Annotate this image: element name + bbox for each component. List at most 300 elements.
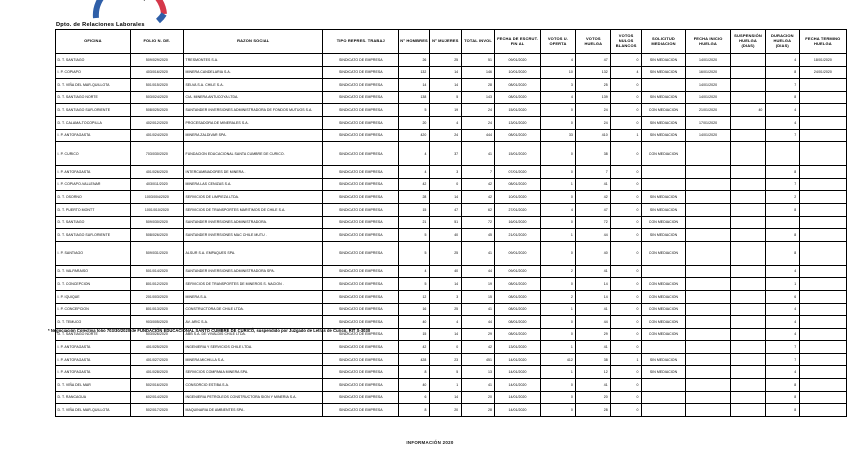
cell-suspension_huelga <box>731 290 766 303</box>
cell-fecha_inicio_huelga <box>686 229 731 242</box>
cell-fecha_escrutinio: 27/01/2020 <box>495 203 540 216</box>
cell-fecha_termino <box>799 191 846 204</box>
cell-n_hombres: 5 <box>399 241 430 265</box>
cell-fecha_inicio_huelga <box>686 341 731 354</box>
cell-fecha_escrutinio: 08/01/2020 <box>495 129 540 142</box>
cell-suspension_huelga <box>731 91 766 104</box>
cell-oficina: D. T. SANTIAGO NORTE <box>56 328 131 341</box>
cell-n_hombres: 16 <box>399 303 430 316</box>
column-header-folio[interactable]: FOLIO N. DE. <box>130 30 183 54</box>
cell-tipo_repres: SINDICATO DE EMPRESA <box>323 66 399 79</box>
cell-duracion_huelga: 8 <box>765 379 799 392</box>
cell-votos_nulos: 0 <box>611 241 642 265</box>
cell-n_hombres: 420 <box>399 129 430 142</box>
cell-n_hombres: 28 <box>399 191 430 204</box>
cell-duracion_huelga: 8 <box>765 203 799 216</box>
cell-fecha_inicio_huelga: 17/01/2020 <box>686 116 731 129</box>
cell-tipo_repres: SINDICATO DE EMPRESA <box>323 265 399 278</box>
cell-suspension_huelga <box>731 391 766 404</box>
cell-votos_huelga: 24 <box>576 116 611 129</box>
table-row[interactable] <box>56 290 847 303</box>
cell-total_invol: 44 <box>461 316 495 329</box>
cell-folio: 403/011/2020 <box>130 178 183 191</box>
cell-folio: 508/026/2020 <box>130 229 183 242</box>
cell-razon_social: SELVA S.A. CHILE S.A. <box>184 79 323 92</box>
cell-oficina: D. T. TEMUCO <box>56 316 131 329</box>
column-header-fecha_inicio_huelga[interactable]: FECHA INICIO HUELGA <box>686 30 731 54</box>
cell-razon_social: MINERA ZALDIVAR SPA. <box>184 129 323 142</box>
cell-votos_nulos: 0 <box>611 116 642 129</box>
cell-total_invol: 28 <box>461 404 495 417</box>
column-header-votos_ult_oferta[interactable]: VOTOS U. OFERTA <box>540 30 576 54</box>
table-row[interactable] <box>56 404 847 417</box>
cell-tipo_repres: SINDICATO DE EMPRESA <box>323 104 399 117</box>
cell-votos_ult_oferta: 0 <box>540 142 576 166</box>
cell-n_hombres: 8 <box>399 366 430 379</box>
cell-votos_ult_oferta: 0 <box>540 241 576 265</box>
cell-solicitud_mediacion: CON MEDIACION <box>641 316 685 329</box>
cell-suspension_huelga <box>731 142 766 166</box>
cell-n_hombres: 14 <box>399 79 430 92</box>
column-header-razon_social[interactable]: RAZON SOCIAL <box>184 30 323 54</box>
cell-votos_nulos: 0 <box>611 404 642 417</box>
column-header-votos_huelga[interactable]: VOTOS HUELGA <box>576 30 611 54</box>
department-line: Dpto. de Relaciones Laborales <box>56 22 145 28</box>
table-row[interactable] <box>56 265 847 278</box>
cell-solicitud_mediacion: CON MEDIACION <box>641 303 685 316</box>
table-row[interactable] <box>56 178 847 191</box>
cell-razon_social: SERVICIOS DE LIMPIEZA LTDA. <box>184 191 323 204</box>
cell-tipo_repres: SINDICATO DE EMPRESA <box>323 79 399 92</box>
cell-votos_huelga: 410 <box>576 129 611 142</box>
cell-oficina: D. T. SANTIAGO SUR-ORIENTE <box>56 104 131 117</box>
cell-fecha_inicio_huelga <box>686 265 731 278</box>
cell-fecha_inicio_huelga <box>686 241 731 265</box>
cell-folio: 503/026/2020 <box>130 328 183 341</box>
table-row[interactable] <box>56 203 847 216</box>
cell-n_mujeres: 25 <box>429 241 461 265</box>
cell-duracion_huelga: 4 <box>765 303 799 316</box>
column-header-tipo_repres[interactable]: TIPO REPRES. TRABAJ <box>323 30 399 54</box>
cell-fecha_termino <box>799 366 846 379</box>
cell-oficina: D. T. SANTIAGO SUR-ORIENTE <box>56 229 131 242</box>
cell-votos_huelga: 24 <box>576 104 611 117</box>
table-row[interactable] <box>56 191 847 204</box>
cell-tipo_repres: SINDICATO DE EMPRESA <box>323 203 399 216</box>
cell-oficina: I. P. SANTIAGO <box>56 241 131 265</box>
cell-folio: 509/030/2020 <box>130 216 183 229</box>
cell-n_mujeres: 0 <box>429 341 461 354</box>
cell-razon_social: ABB S.A. DE VIVALDIS CHILE LTDA. <box>184 328 323 341</box>
cell-votos_huelga: 41 <box>576 178 611 191</box>
table-body <box>56 54 847 417</box>
cell-total_invol: 28 <box>461 79 495 92</box>
cell-solicitud_mediacion: CON MEDIACION <box>641 328 685 341</box>
cell-votos_huelga: 12 <box>576 366 611 379</box>
cell-n_mujeres: 14 <box>429 328 461 341</box>
cell-folio: 1003/004/2020 <box>130 191 183 204</box>
cell-n_mujeres: 25 <box>429 54 461 67</box>
cell-suspension_huelga <box>731 353 766 366</box>
cell-solicitud_mediacion: CON MEDIACION <box>641 241 685 265</box>
cell-fecha_escrutinio: 14/01/2020 <box>495 404 540 417</box>
cell-solicitud_mediacion: SIN MEDIACION <box>641 203 685 216</box>
cell-n_mujeres: 14 <box>429 278 461 291</box>
cell-tipo_repres: SINDICATO DE EMPRESA <box>323 91 399 104</box>
cell-fecha_termino <box>799 303 846 316</box>
table-row[interactable] <box>56 316 847 329</box>
cell-votos_huelga: 41 <box>576 341 611 354</box>
cell-duracion_huelga: 4 <box>765 316 799 329</box>
table-row[interactable] <box>56 366 847 379</box>
cell-fecha_termino <box>799 216 846 229</box>
cell-folio: 509/029/2020 <box>130 54 183 67</box>
cell-fecha_inicio_huelga <box>686 404 731 417</box>
cell-votos_ult_oferta: 0 <box>540 166 576 179</box>
cell-tipo_repres: SINDICATO DE EMPRESA <box>323 166 399 179</box>
table-row[interactable] <box>56 379 847 392</box>
cell-oficina: I. P. ANTOFAGASTA <box>56 341 131 354</box>
cell-tipo_repres: SINDICATO DE EMPRESA <box>323 116 399 129</box>
cell-fecha_escrutinio: 09/01/2020 <box>495 265 540 278</box>
cell-total_invol: 42 <box>461 191 495 204</box>
cell-duracion_huelga: 7 <box>765 353 799 366</box>
cell-razon_social: CIA. MINERA ANTUCOYA LTDA. <box>184 91 323 104</box>
cell-fecha_termino <box>799 116 846 129</box>
cell-n_hombres: 5 <box>399 104 430 117</box>
cell-fecha_inicio_huelga: 14/01/2020 <box>686 79 731 92</box>
cell-duracion_huelga: 8 <box>765 91 799 104</box>
column-header-n_hombres[interactable]: N° HOMBRES <box>399 30 430 54</box>
cell-n_mujeres: 19 <box>429 104 461 117</box>
cell-tipo_repres: SINDICATO DE EMPRESA <box>323 353 399 366</box>
cell-fecha_termino <box>799 79 846 92</box>
cell-solicitud_mediacion <box>641 379 685 392</box>
cell-razon_social: INGENIERIA PETROLEOS CONSTRUCTORA SION Y MINERIA S.A. <box>184 391 323 404</box>
cell-fecha_termino: 18/01/2020 <box>799 54 846 67</box>
cell-votos_ult_oferta: 0 <box>540 116 576 129</box>
cell-solicitud_mediacion: SIN MEDIACION <box>641 66 685 79</box>
cell-fecha_escrutinio: 14/01/2020 <box>495 353 540 366</box>
cell-suspension_huelga <box>731 129 766 142</box>
cell-oficina: I. P. IQUIQUE <box>56 290 131 303</box>
cell-n_hombres: 5 <box>399 229 430 242</box>
cell-duracion_huelga: 7 <box>765 129 799 142</box>
cell-votos_huelga: 41 <box>576 265 611 278</box>
column-header-solicitud_mediacion[interactable]: SOLICITUD MEDIACION <box>641 30 685 54</box>
cell-suspension_huelga <box>731 178 766 191</box>
cell-razon_social: TRESMONTES S.A. <box>184 54 323 67</box>
cell-n_hombres: 12 <box>399 290 430 303</box>
cell-solicitud_mediacion: SIN MEDIACION <box>641 129 685 142</box>
cell-tipo_repres: SINDICATO DE EMPRESA <box>323 191 399 204</box>
cell-votos_huelga: 44 <box>576 316 611 329</box>
cell-votos_ult_oferta: 3 <box>540 79 576 92</box>
table-row[interactable] <box>56 353 847 366</box>
cell-folio: 401/028/2020 <box>130 366 183 379</box>
cell-votos_ult_oferta: 4 <box>540 203 576 216</box>
cell-oficina: I. P. ANTOFAGASTA <box>56 353 131 366</box>
cell-razon_social: SERVICIOS DE TRANSPORTES MARITIMOS DE CHILE S.A. <box>184 203 323 216</box>
cell-fecha_termino <box>799 265 846 278</box>
cell-razon_social: FUNDACION EDUCACIONAL SANTA CUMBRE DE CURICO. <box>184 142 323 166</box>
cell-total_invol: 444 <box>461 129 495 142</box>
column-header-oficina[interactable]: OFICINA <box>56 30 131 54</box>
cell-n_mujeres: 3 <box>429 290 461 303</box>
cell-n_mujeres: 51 <box>429 216 461 229</box>
cell-total_invol: 42 <box>461 178 495 191</box>
cell-fecha_escrutinio: 10/01/2020 <box>495 66 540 79</box>
cell-n_hombres: 42 <box>399 178 430 191</box>
cell-votos_huelga: 7 <box>576 166 611 179</box>
cell-total_invol: 41 <box>461 379 495 392</box>
cell-fecha_termino <box>799 104 846 117</box>
cell-votos_ult_oferta: 0 <box>540 104 576 117</box>
cell-solicitud_mediacion: SIN MEDIACION <box>641 91 685 104</box>
cell-fecha_termino <box>799 353 846 366</box>
cell-fecha_escrutinio: 08/01/2020 <box>495 79 540 92</box>
cell-razon_social: MINERA MICHILLA S.A. <box>184 353 323 366</box>
cell-duracion_huelga: 4 <box>765 54 799 67</box>
cell-folio: 502/016/2020 <box>130 379 183 392</box>
cell-n_mujeres: 40 <box>429 265 461 278</box>
cell-tipo_repres: SINDICATO DE EMPRESA <box>323 54 399 67</box>
table-row[interactable] <box>56 54 847 67</box>
cell-votos_nulos: 0 <box>611 379 642 392</box>
cell-votos_ult_oferta: 0 <box>540 379 576 392</box>
cell-votos_nulos: 0 <box>611 91 642 104</box>
cell-total_invol: 451 <box>461 353 495 366</box>
cell-razon_social: MINERA CANDELARIA S.A. <box>184 66 323 79</box>
cell-fecha_escrutinio: 16/01/2020 <box>495 216 540 229</box>
cell-n_hombres: 26 <box>399 54 430 67</box>
cell-fecha_inicio_huelga: 14/01/2020 <box>686 91 731 104</box>
table-row[interactable] <box>56 66 847 79</box>
table-row[interactable] <box>56 303 847 316</box>
cell-duracion_huelga: 1 <box>765 278 799 291</box>
cell-oficina: D. T. VALPARAISO <box>56 265 131 278</box>
cell-suspension_huelga <box>731 203 766 216</box>
cell-suspension_huelga <box>731 166 766 179</box>
cell-total_invol: 41 <box>461 241 495 265</box>
cell-solicitud_mediacion: SIN MEDIACION <box>641 191 685 204</box>
column-header-fecha_termino[interactable]: FECHA TERMINO HUELGA <box>799 30 846 54</box>
cell-votos_nulos: 0 <box>611 178 642 191</box>
cell-tipo_repres: SINDICATO DE EMPRESA <box>323 241 399 265</box>
footnote: * Negociación Colectiva folio 703/30/2020 de FUNDACIÓN EDUCACIONAL SANTO CUMBRE DE CURICÓ, suspendido por Juzgado de Letras de Curicó, RIT S-3030 <box>48 328 371 333</box>
cell-n_hombres: 40 <box>399 316 430 329</box>
cell-tipo_repres: SINDICATO DE EMPRESA <box>323 404 399 417</box>
cell-n_hombres: 4 <box>399 265 430 278</box>
cell-solicitud_mediacion: CON MEDIACION <box>641 290 685 303</box>
cell-solicitud_mediacion <box>641 79 685 92</box>
cell-duracion_huelga: 8 <box>765 229 799 242</box>
cell-oficina: D. T. CONCEPCION <box>56 278 131 291</box>
cell-n_mujeres: 20 <box>429 404 461 417</box>
table-row[interactable] <box>56 166 847 179</box>
cell-tipo_repres: SINDICATO DE EMPRESA <box>323 290 399 303</box>
cell-folio: 602/014/2020 <box>130 391 183 404</box>
cell-fecha_inicio_huelga <box>686 142 731 166</box>
table-header-row <box>56 30 847 54</box>
cell-oficina: I. P. ANTOFAGASTA <box>56 166 131 179</box>
cell-n_hombres: 428 <box>399 353 430 366</box>
cell-n_hombres: 5 <box>399 278 430 291</box>
cell-votos_ult_oferta: 2 <box>540 265 576 278</box>
table-row[interactable] <box>56 241 847 265</box>
cell-votos_nulos: 0 <box>611 341 642 354</box>
cell-total_invol: 51 <box>461 54 495 67</box>
cell-oficina: D. T. PUERTO MONTT <box>56 203 131 216</box>
cell-suspension_huelga <box>731 191 766 204</box>
cell-solicitud_mediacion: CON MEDIACION <box>641 278 685 291</box>
cell-folio: 508/025/2020 <box>130 104 183 117</box>
table-row[interactable] <box>56 341 847 354</box>
column-header-n_mujeres[interactable]: N° MUJERES <box>429 30 461 54</box>
cell-votos_ult_oferta: 2 <box>540 290 576 303</box>
cell-n_mujeres: 47 <box>429 203 461 216</box>
cell-fecha_inicio_huelga <box>686 216 731 229</box>
cell-votos_huelga: 38 <box>576 142 611 166</box>
cell-fecha_inicio_huelga <box>686 278 731 291</box>
cell-votos_nulos: 0 <box>611 166 642 179</box>
cell-duracion_huelga: 8 <box>765 66 799 79</box>
cell-n_hombres: 6 <box>399 391 430 404</box>
cell-solicitud_mediacion: SIN MEDIACION <box>641 116 685 129</box>
table-row[interactable] <box>56 216 847 229</box>
table-row[interactable] <box>56 391 847 404</box>
cell-n_mujeres: 0 <box>429 178 461 191</box>
cell-oficina: D. T. CALAMA-TOCOPILLA <box>56 116 131 129</box>
logo-text <box>100 0 180 1</box>
cell-fecha_termino <box>799 129 846 142</box>
cell-votos_huelga: 47 <box>576 54 611 67</box>
cell-fecha_termino <box>799 391 846 404</box>
cell-votos_huelga: 14 <box>576 290 611 303</box>
cell-razon_social: SERVICIOS COMPANIA MINERA SPA. <box>184 366 323 379</box>
table-row[interactable] <box>56 79 847 92</box>
cell-folio: 401/026/2020 <box>130 166 183 179</box>
cell-duracion_huelga: 4 <box>765 104 799 117</box>
table-head <box>56 30 847 54</box>
cell-suspension_huelga <box>731 265 766 278</box>
logo-text-line2 <box>100 0 180 1</box>
table-row[interactable] <box>56 229 847 242</box>
cell-razon_social: PROCESADORA DE MINERALES S.A. <box>184 116 323 129</box>
cell-votos_nulos: 0 <box>611 203 642 216</box>
cell-tipo_repres: SINDICATO DE EMPRESA <box>323 379 399 392</box>
table-row[interactable] <box>56 129 847 142</box>
column-header-duracion_huelga[interactable]: DURACION HUELGA (DIAS) <box>765 30 799 54</box>
column-header-votos_nulos[interactable]: VOTOS NULOS BLANCOS <box>611 30 642 54</box>
table-row[interactable] <box>56 116 847 129</box>
cell-fecha_inicio_huelga <box>686 166 731 179</box>
table-row[interactable] <box>56 142 847 166</box>
cell-n_mujeres: 14 <box>429 191 461 204</box>
cell-oficina: I. P. COPIAPO-VALLENAR <box>56 178 131 191</box>
cell-folio: 503/024/2020 <box>130 91 183 104</box>
cell-votos_nulos: 0 <box>611 278 642 291</box>
cell-votos_nulos: 0 <box>611 142 642 166</box>
cell-n_hombres: 42 <box>399 341 430 354</box>
cell-n_hombres: 40 <box>399 379 430 392</box>
cell-votos_ult_oferta: 0 <box>540 191 576 204</box>
cell-votos_nulos: 0 <box>611 265 642 278</box>
cell-n_mujeres: 4 <box>429 316 461 329</box>
cell-votos_ult_oferta: 0 <box>540 404 576 417</box>
cell-votos_huelga: 47 <box>576 203 611 216</box>
cell-tipo_repres: SINDICATO DE EMPRESA <box>323 366 399 379</box>
cell-suspension_huelga <box>731 241 766 265</box>
cell-razon_social: MAQUINARIA DE AMBIENTES SPA . <box>184 404 323 417</box>
cell-duracion_huelga: 7 <box>765 341 799 354</box>
cell-votos_ult_oferta: 0 <box>540 316 576 329</box>
cell-n_mujeres: 14 <box>429 391 461 404</box>
cell-votos_nulos: 0 <box>611 366 642 379</box>
cell-fecha_inicio_huelga <box>686 379 731 392</box>
table-row[interactable] <box>56 104 847 117</box>
cell-total_invol: 24 <box>461 116 495 129</box>
cell-suspension_huelga <box>731 54 766 67</box>
cell-fecha_inicio_huelga <box>686 178 731 191</box>
cell-fecha_escrutinio: 14/01/2020 <box>495 379 540 392</box>
cell-solicitud_mediacion: CON MEDIACION <box>641 104 685 117</box>
cell-solicitud_mediacion <box>641 404 685 417</box>
cell-votos_nulos: 0 <box>611 191 642 204</box>
cell-votos_ult_oferta: 4 <box>540 91 576 104</box>
cell-razon_social: SANTANDER INVERSIONES MAC CHILE MUTU . <box>184 229 323 242</box>
cell-fecha_termino <box>799 290 846 303</box>
column-header-total_invol[interactable]: TOTAL INVOL <box>461 30 495 54</box>
column-header-fecha_escrutinio[interactable]: FECHA DE ESCRUT. FIN AL <box>495 30 540 54</box>
cell-votos_huelga: 41 <box>576 303 611 316</box>
cell-duracion_huelga: 7 <box>765 79 799 92</box>
cell-suspension_huelga <box>731 116 766 129</box>
cell-suspension_huelga <box>731 366 766 379</box>
cell-oficina: I. P. ANTOFAGASTA <box>56 366 131 379</box>
cell-n_mujeres: 3 <box>429 166 461 179</box>
table-row[interactable] <box>56 278 847 291</box>
cell-solicitud_mediacion: SIN MEDIACION <box>641 353 685 366</box>
column-header-suspension_huelga[interactable]: SUSPENSIÓN HUELGA (DIAS) <box>731 30 766 54</box>
cell-n_mujeres: 23 <box>429 353 461 366</box>
cell-votos_nulos: 0 <box>611 79 642 92</box>
cell-votos_huelga: 132 <box>576 66 611 79</box>
cell-folio: 402/012/2020 <box>130 116 183 129</box>
cell-razon_social: ALSUR S.A. EMPAQUES SPA. <box>184 241 323 265</box>
cell-votos_ult_oferta: 0 <box>540 216 576 229</box>
cell-solicitud_mediacion: SIN MEDIACION <box>641 229 685 242</box>
cell-solicitud_mediacion <box>641 178 685 191</box>
cell-solicitud_mediacion: CON MEDIACION <box>641 216 685 229</box>
cell-folio: 1001/010/2020 <box>130 203 183 216</box>
table-row[interactable] <box>56 91 847 104</box>
cell-solicitud_mediacion: CON MEDIACION <box>641 142 685 166</box>
cell-solicitud_mediacion <box>641 265 685 278</box>
cell-total_invol: 29 <box>461 328 495 341</box>
cell-oficina: D. T. SANTIAGO NORTE <box>56 91 131 104</box>
cell-oficina: I. P. CURICO <box>56 142 131 166</box>
strike-data-table-container <box>55 29 847 417</box>
cell-duracion_huelga: 7 <box>765 178 799 191</box>
cell-votos_ult_oferta: 1 <box>540 178 576 191</box>
cell-folio: 703/030/2020 <box>130 142 183 166</box>
cell-fecha_inicio_huelga: 16/01/2020 <box>686 66 731 79</box>
cell-votos_ult_oferta: 0 <box>540 391 576 404</box>
cell-total_invol: 24 <box>461 104 495 117</box>
cell-solicitud_mediacion <box>641 341 685 354</box>
cell-total_invol: 146 <box>461 66 495 79</box>
